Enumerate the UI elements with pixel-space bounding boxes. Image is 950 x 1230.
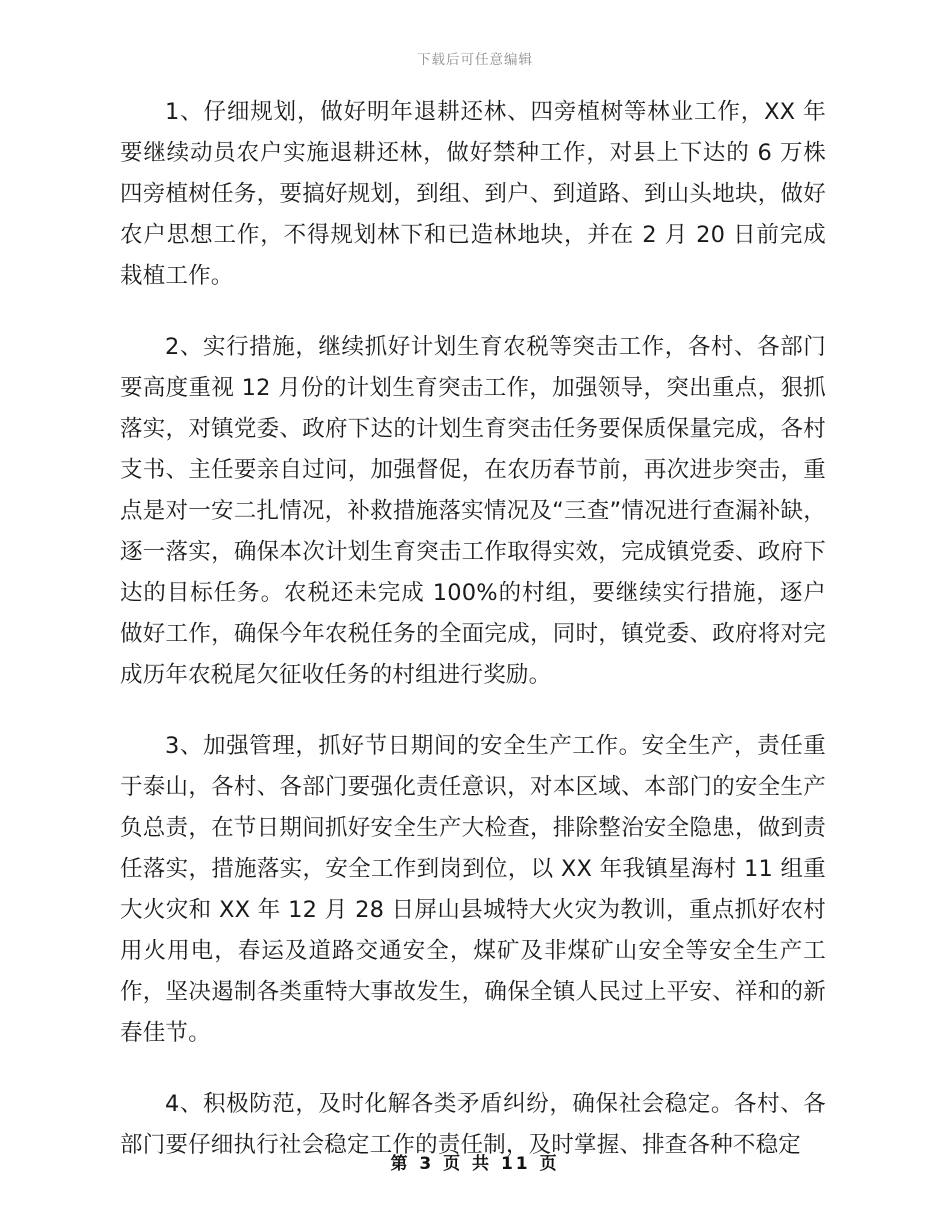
footer-label-page-unit: 页 [443, 1154, 464, 1174]
paragraph-2: 2、实行措施，继续抓好计划生育农税等突击工作，各村、各部门要高度重视 12 月份的计划生育突击工作，加强领导，突出重点，狠抓落实，对镇党委、政府下达的计划生育突击任务要保质保量完成，各村支书、主任要亲自过问，加强督促，在农历春节前，再次进步突击，重点是对一安二扎情况，补救措施落实情况及“三查”情况进行查漏补缺，逐一落实，确保本次计划生育突击工作取得实效，完成镇党委、政府下达的目标任务。农税还未完成 100%的村组，要继续实行措施，逐户做好工作，确保今年农税任务的全面完成，同时，镇党委、政府将对完成历年农税尾欠征收任务的村组进行奖励。 [120, 334, 826, 688]
footer-label-page-prefix: 第 [390, 1154, 411, 1174]
footer-current-page: 3 [419, 1154, 435, 1174]
paragraph-1: 1、仔细规划，做好明年退耕还林、四旁植树等林业工作，XX 年要继续动员农户实施退耕还林，做好禁种工作，对县上下达的 6 万株四旁植树任务，要搞好规划，到组、到户、到道路、到山头地块，做好农户思想工作，不得规划林下和已造林地块，并在 2 月 20 日前完成栽植工作。 [120, 99, 826, 289]
footer-label-total-prefix: 共 [472, 1154, 493, 1174]
footer-label-total-unit: 页 [539, 1154, 560, 1174]
page-header-watermark: 下载后可任意编辑 [417, 52, 533, 68]
document-body [120, 92, 826, 1166]
footer-total-pages: 11 [500, 1154, 531, 1174]
paragraph-4: 4、积极防范，及时化解各类矛盾纠纷，确保社会稳定。各村、各部门要仔细执行社会稳定工作的责任制，及时掌握、排查各种不稳定 [120, 1091, 826, 1158]
paragraph-3: 3、加强管理，抓好节日期间的安全生产工作。安全生产，责任重于泰山，各村、各部门要强化责任意识，对本区域、本部门的安全生产负总责，在节日期间抓好安全生产大检查，排除整治安全隐患，做到责任落实，措施落实，安全工作到岗到位，以 XX 年我镇星海村 11 组重大火灾和 XX 年 12 月 28 日屏山县城特大火灾为教训，重点抓好农村用火用电，春运及道路交通安全，煤矿及非煤矿山安全等安全生产工作，坚决遏制各类重特大事故发生，确保全镇人民过上平安、祥和的新春佳节。 [120, 733, 826, 1046]
page-footer [0, 1149, 950, 1174]
